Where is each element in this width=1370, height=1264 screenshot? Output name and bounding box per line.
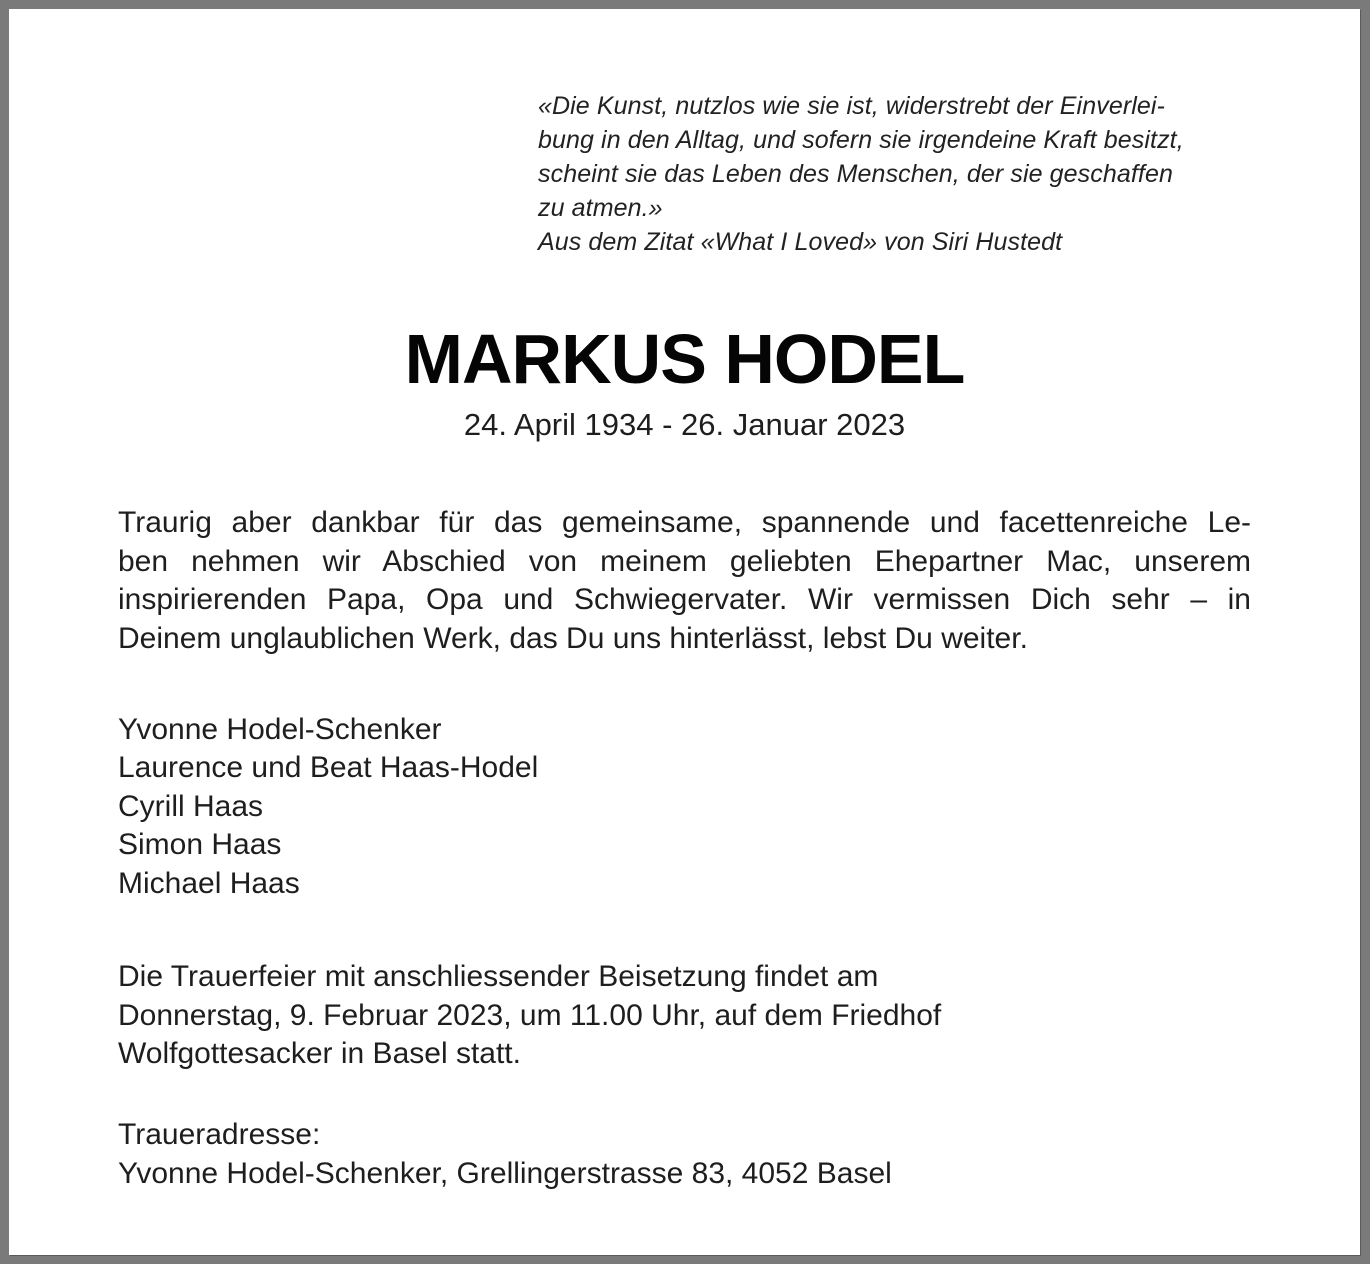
mourner-name: Laurence und Beat Haas-Hodel (118, 751, 539, 785)
mourner-name: Cyrill Haas (118, 789, 264, 823)
mourner-name: Michael Haas (118, 866, 300, 900)
deceased-name: MARKUS HODEL (404, 320, 965, 398)
farewell-message (118, 504, 1251, 658)
quote-line: «Die Kunst, nutzlos wie sie ist, widerstrebt der Einverlei- (538, 92, 1165, 120)
obituary-page (9, 9, 1360, 1255)
quote-attribution: Aus dem Zitat «What I Loved» von Siri Hustedt (538, 228, 1063, 256)
epigraph-quote (538, 89, 1258, 259)
message-line: inspirierenden Papa, Opa und Schwiegervater. Wir vermissen Dich sehr – in (118, 583, 1251, 616)
ceremony-line: Die Trauerfeier mit anschliessender Beisetzung findet am (118, 960, 879, 993)
address-label: Traueradresse: (118, 1118, 321, 1151)
message-line: Traurig aber dankbar für das gemeinsame, spannende und facettenreiche Le- (118, 506, 1251, 539)
ceremony-line: Donnerstag, 9. Februar 2023, um 11.00 Uhr, auf dem Friedhof (118, 998, 942, 1032)
mourner-name: Yvonne Hodel-Schenker (118, 713, 442, 746)
message-line: Deinem unglaublichen Werk, das Du uns hinterlässt, lebst Du weiter. (118, 621, 1028, 655)
quote-line: scheint sie das Leben des Menschen, der sie geschaffen (538, 160, 1173, 188)
funeral-announcement (118, 958, 941, 1074)
ceremony-line: Wolfgottesacker in Basel statt. (118, 1037, 521, 1070)
quote-line: bung in den Alltag, und sofern sie irgendeine Kraft besitzt, (538, 126, 1184, 154)
mourners-list (118, 711, 538, 903)
message-line: ben nehmen wir Abschied von meinem geliebten Ehepartner Mac, unserem (118, 544, 1251, 578)
quote-line: zu atmen.» (538, 194, 663, 222)
mourner-name: Simon Haas (118, 828, 282, 862)
address-value: Yvonne Hodel-Schenker, Grellingerstrasse 83, 4052 Basel (118, 1156, 892, 1190)
life-dates: 24. April 1934 - 26. Januar 2023 (463, 407, 906, 442)
mourning-address (118, 1116, 892, 1193)
